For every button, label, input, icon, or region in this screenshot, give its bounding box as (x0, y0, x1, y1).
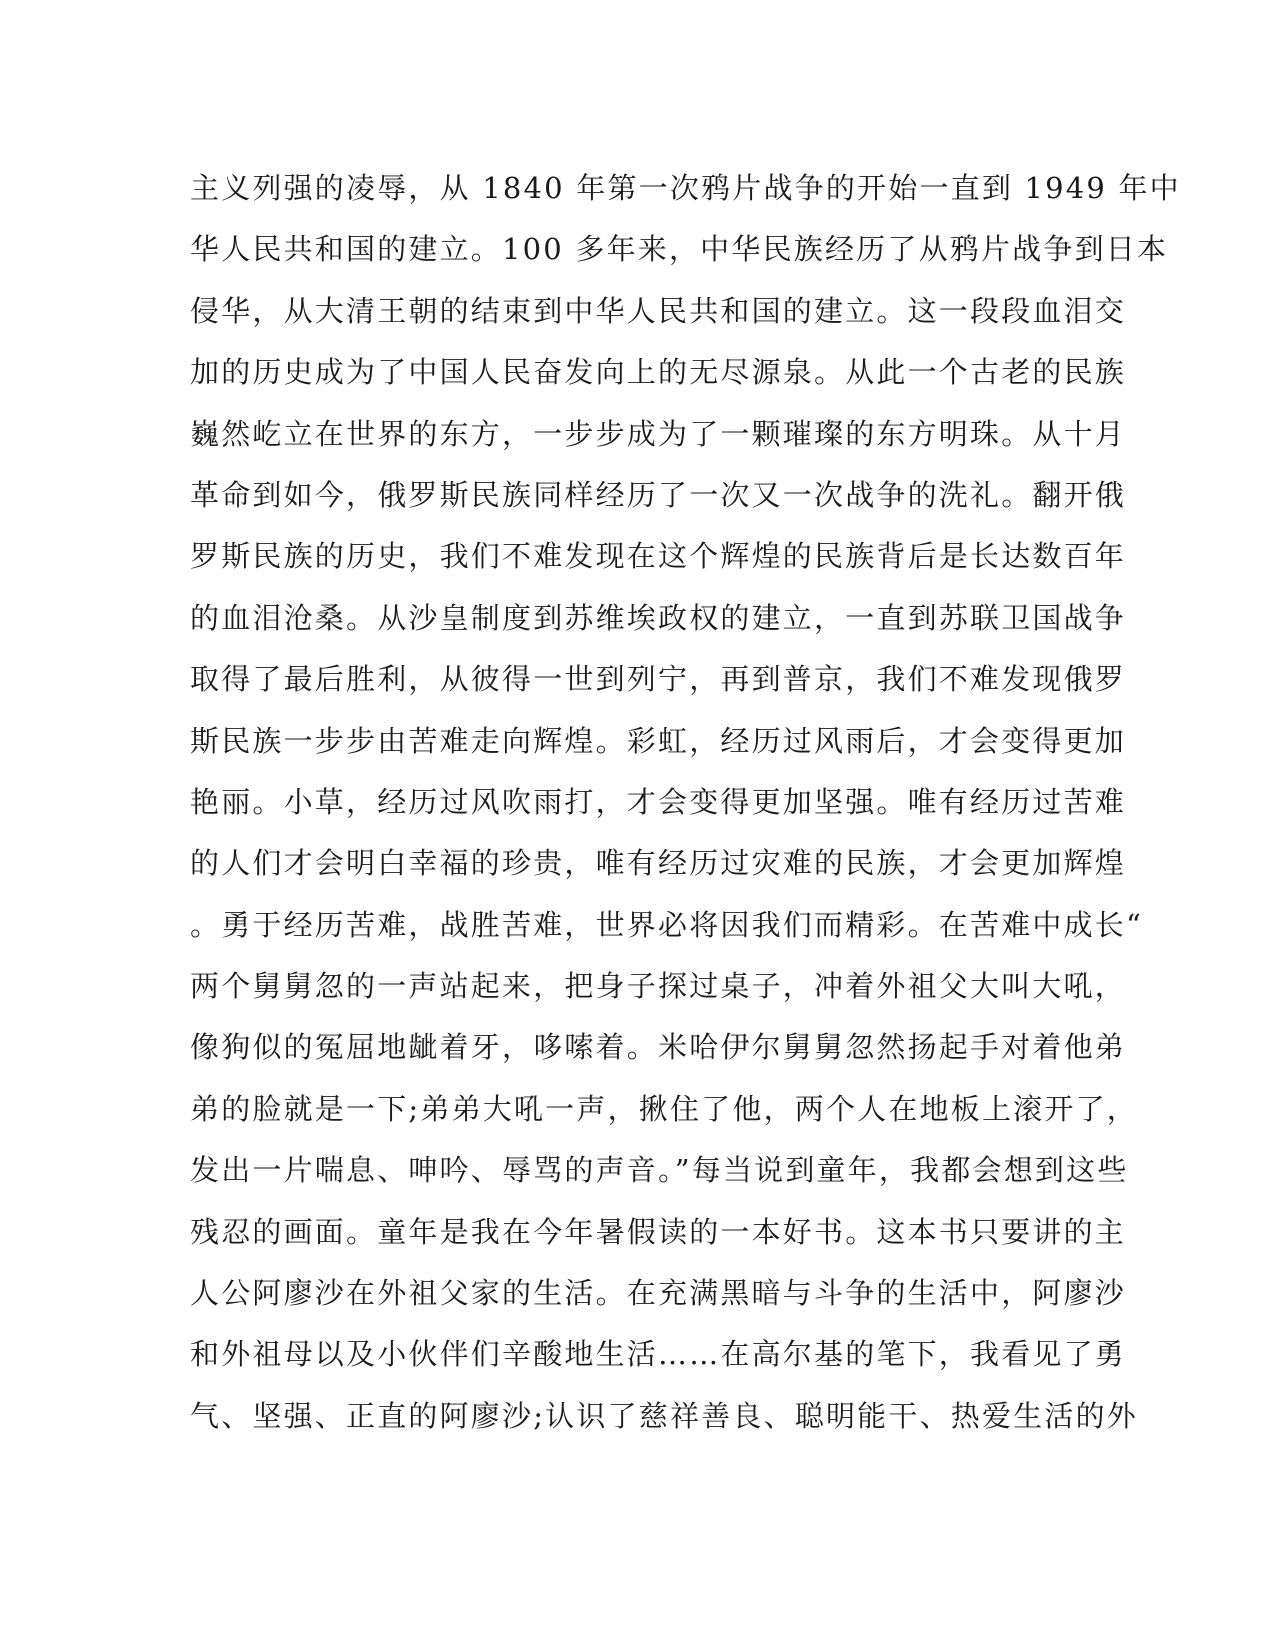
text-line: 的人们才会明白幸福的珍贵，唯有经历过灾难的民族，才会更加辉煌 (190, 846, 1127, 881)
text-line: 气、坚强、正直的阿廖沙;认识了慈祥善良、聪明能干、热爱生活的外 (190, 1398, 1138, 1433)
text-line: 华人民共和国的建立。100 多年来，中华民族经历了从鸦片战争到日本 (190, 232, 1169, 267)
text-line: 。勇于经历苦难，战胜苦难，世界必将因我们而精彩。在苦难中成长“ (190, 907, 1144, 942)
text-line: 主义列强的凌辱，从 1840 年第一次鸦片战争的开始一直到 1949 年中 (190, 171, 1181, 205)
text-line: 像狗似的冤屈地龇着牙，哆嗦着。米哈伊尔舅舅忽然扬起手对着他弟 (190, 1030, 1127, 1065)
text-line: 巍然屹立在世界的东方，一步步成为了一颗璀璨的东方明珠。从十月 (190, 416, 1127, 451)
text-line: 弟的脸就是一下;弟弟大吼一声，揪住了他，两个人在地板上滚开了， (190, 1091, 1138, 1126)
text-line: 取得了最后胜利，从彼得一世到列宁，再到普京，我们不难发现俄罗 (190, 662, 1127, 697)
text-line: 人公阿廖沙在外祖父家的生活。在充满黑暗与斗争的生活中，阿廖沙 (190, 1276, 1127, 1311)
text-line: 和外祖母以及小伙伴们辛酸地生活……在高尔基的笔下，我看见了勇 (190, 1337, 1127, 1372)
text-line: 残忍的画面。童年是我在今年暑假读的一本好书。这本书只要讲的主 (190, 1214, 1127, 1249)
text-line: 发出一片喘息、呻吟、辱骂的声音。”每当说到童年，我都会想到这些 (190, 1153, 1129, 1188)
text-line: 加的历史成为了中国人民奋发向上的无尽源泉。从此一个古老的民族 (190, 355, 1127, 390)
body-text (190, 158, 1181, 1447)
text-line: 革命到如今，俄罗斯民族同样经历了一次又一次战争的洗礼。翻开俄 (190, 477, 1127, 512)
text-line: 罗斯民族的历史，我们不难发现在这个辉煌的民族背后是长达数百年 (190, 539, 1127, 574)
text-line: 两个舅舅忽的一声站起来，把身子探过桌子，冲着外祖父大叫大吼， (190, 969, 1127, 1004)
text-line: 的血泪沧桑。从沙皇制度到苏维埃政权的建立，一直到苏联卫国战争 (190, 600, 1127, 635)
text-line: 侵华，从大清王朝的结束到中华人民共和国的建立。这一段段血泪交 (190, 293, 1127, 328)
text-line: 艳丽。小草，经历过风吹雨打，才会变得更加坚强。唯有经历过苦难 (190, 784, 1127, 819)
text-line: 斯民族一步步由苦难走向辉煌。彩虹，经历过风雨后，才会变得更加 (190, 723, 1127, 758)
